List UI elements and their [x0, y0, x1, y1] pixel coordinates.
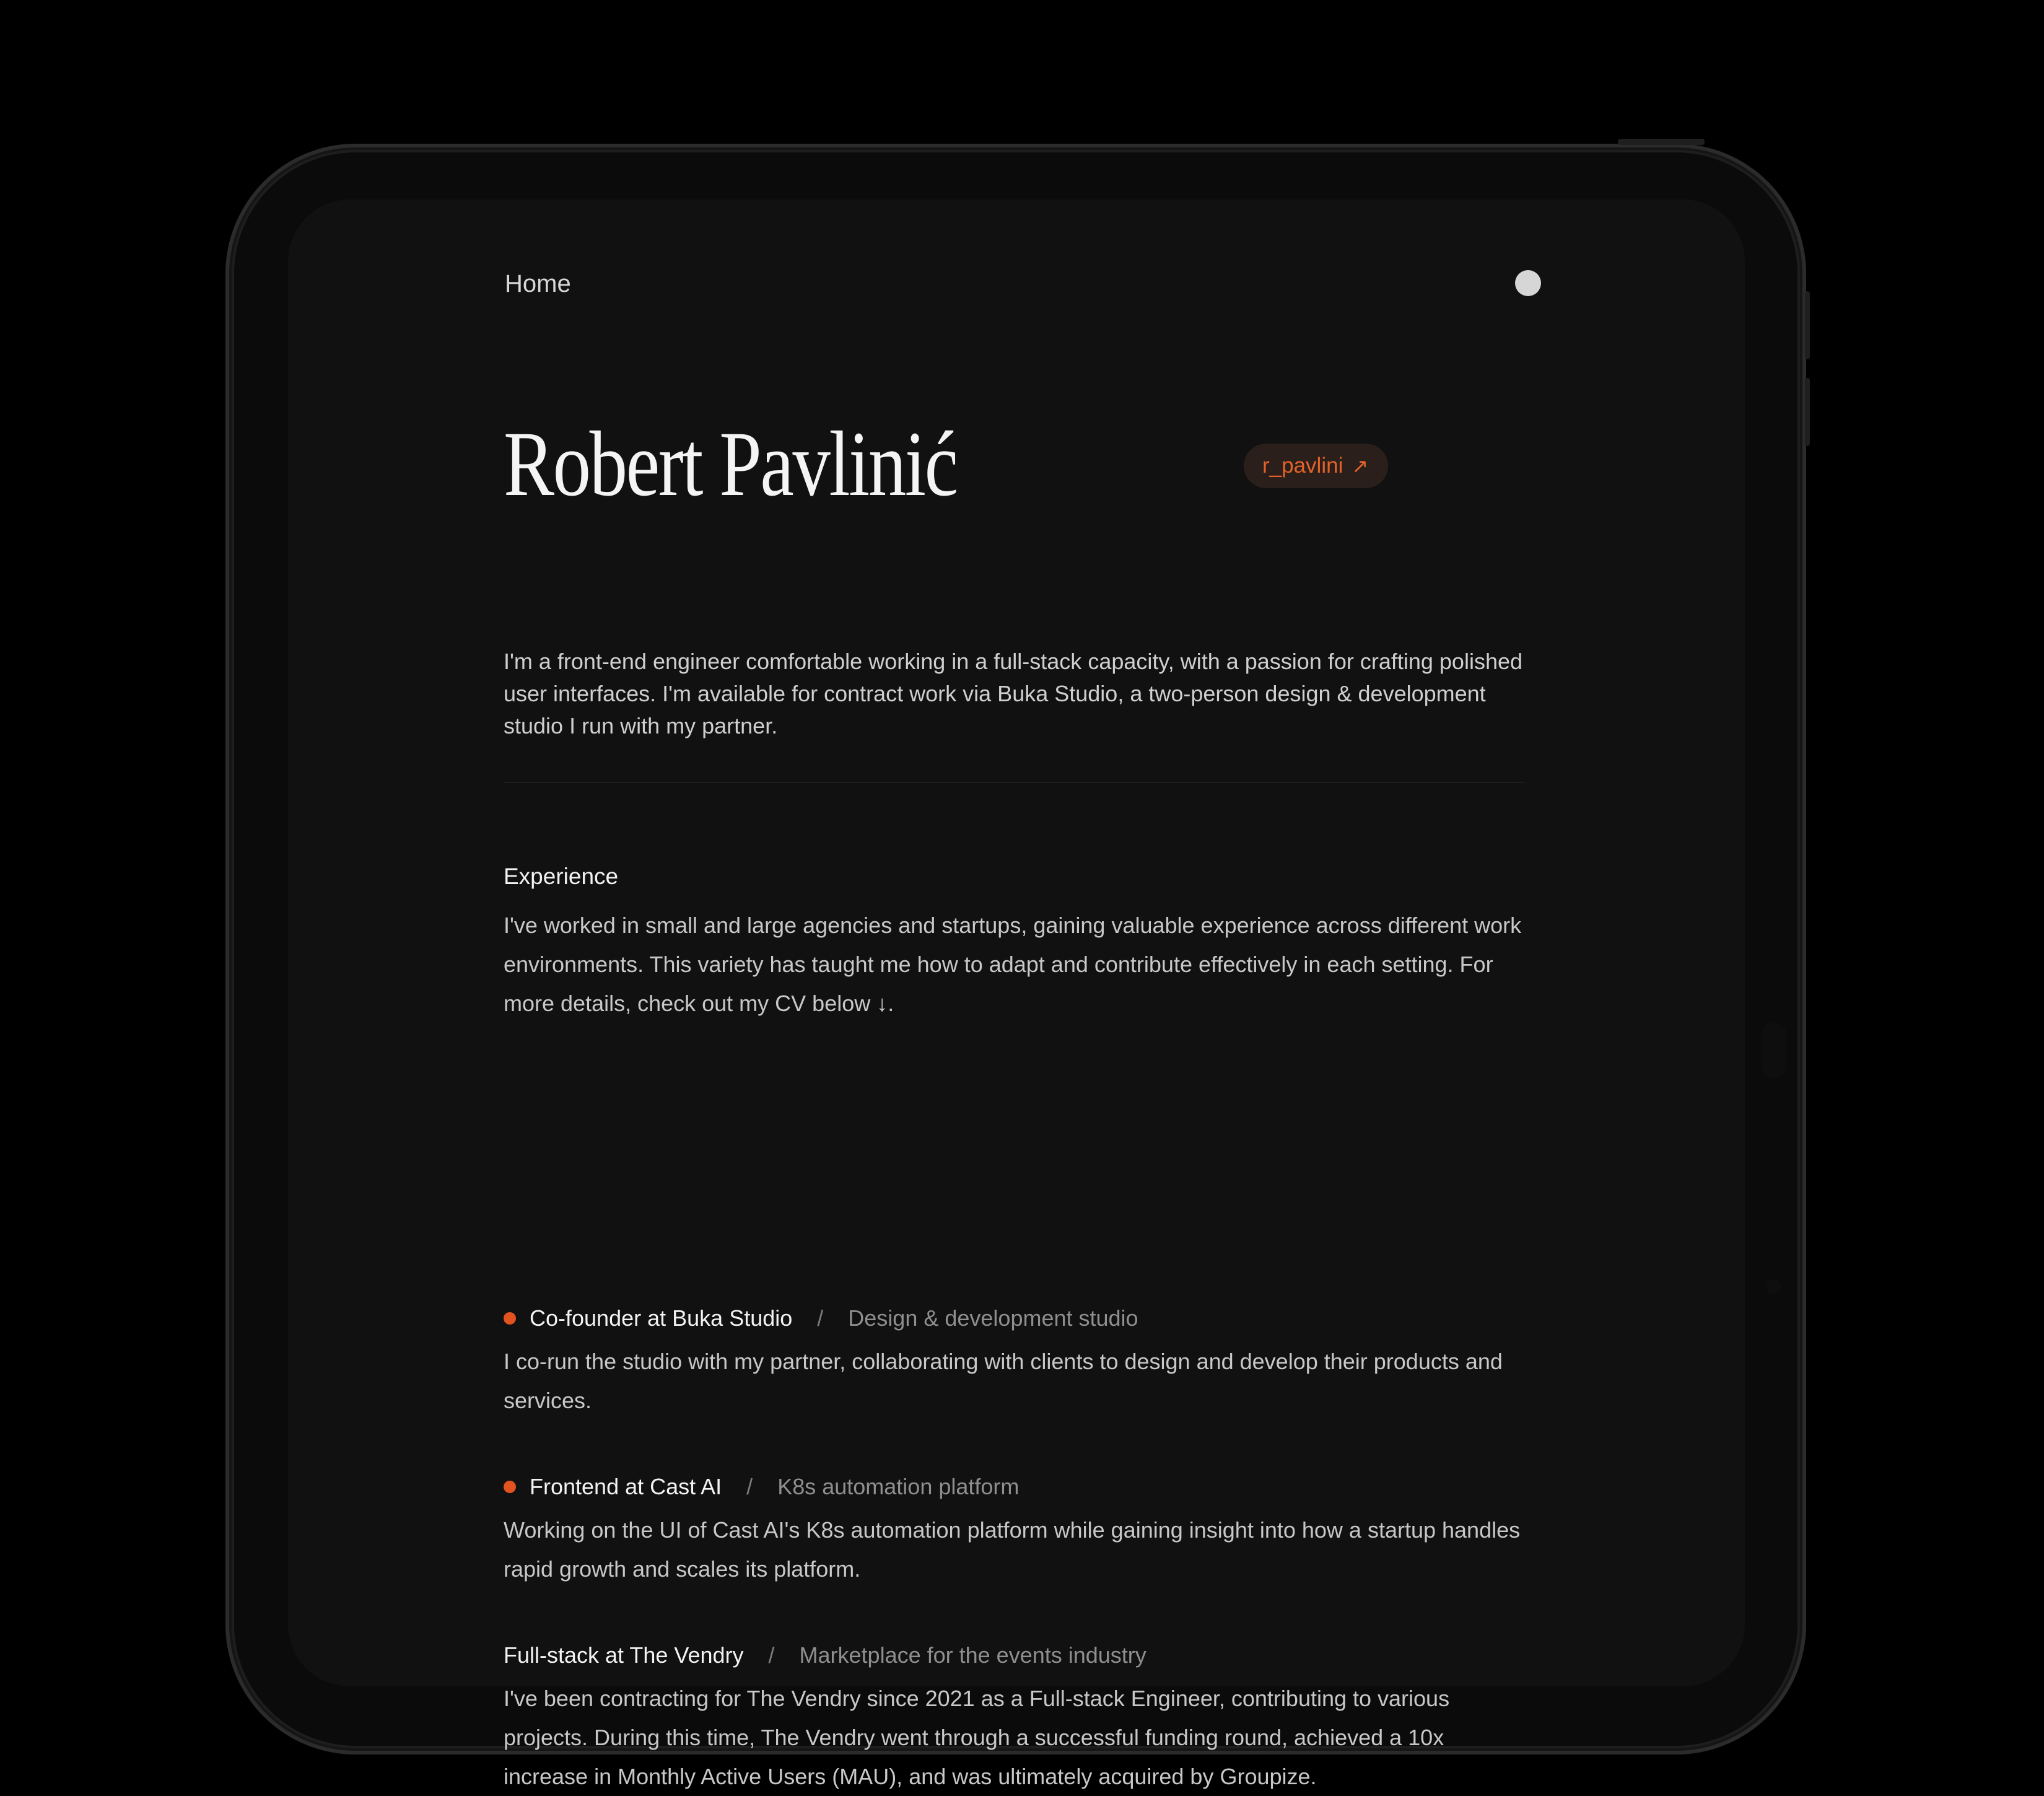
job-description: I co-run the studio with my partner, collaborating with clients to design and develop their products and services. — [504, 1349, 1503, 1413]
job-separator: / — [746, 1474, 753, 1499]
job-separator: / — [768, 1642, 775, 1668]
volume-up-button — [1805, 291, 1810, 359]
handle-label: r_pavlini — [1262, 453, 1343, 478]
page-title: Robert Pavlinić — [504, 413, 957, 515]
side-dot — [1767, 1279, 1781, 1294]
top-nav — [504, 271, 1524, 315]
job-company-description: Marketplace for the events industry — [799, 1642, 1146, 1668]
job-description: Working on the UI of Cast AI's K8s automation platform while gaining insight into how a startup handles rapid growth and scales its platform. — [504, 1517, 1521, 1582]
side-sensor — [1762, 1022, 1786, 1078]
device-screen — [288, 199, 1745, 1789]
intro-paragraph: I'm a front-end engineer comfortable working in a full-stack capacity, with a passion for crafting polished user interfaces. I'm available for contract work via Buka Studio, a two-person design & development studio I run with my partner. — [504, 649, 1523, 738]
experience-item — [504, 1302, 1532, 1420]
volume-down-button — [1805, 378, 1810, 446]
section-divider — [504, 782, 1524, 783]
job-role: Full-stack at The Vendry — [504, 1642, 744, 1668]
current-role-dot-icon — [504, 1312, 516, 1325]
theme-toggle-button[interactable] — [1515, 270, 1541, 296]
experience-heading: Experience — [504, 864, 619, 889]
experience-item-header — [504, 1639, 1532, 1671]
social-handle-link[interactable] — [1244, 444, 1388, 488]
experience-item — [504, 1471, 1532, 1588]
current-role-dot-icon — [504, 1481, 516, 1493]
job-role: Co-founder at Buka Studio — [530, 1305, 793, 1331]
nav-home-link[interactable]: Home — [505, 270, 571, 297]
job-company-description: Design & development studio — [848, 1305, 1138, 1331]
job-role: Frontend at Cast AI — [530, 1474, 722, 1499]
experience-item-header — [504, 1471, 1532, 1503]
job-separator: / — [817, 1305, 824, 1331]
experience-description: I've worked in small and large agencies and startups, gaining valuable experience across different work environments. This variety has taught me how to adapt and contribute effectively in each setting. For more details, check out my CV below ↓. — [504, 913, 1522, 1016]
experience-item-header — [504, 1302, 1532, 1334]
job-description: I've been contracting for The Vendry since 2021 as a Full-stack Engineer, contributing to various projects. During this time, The Vendry went through a successful funding round, achieved a 10x increase in Monthly Active Users (MAU), and was ultimately acquired by Groupize. — [504, 1686, 1450, 1789]
experience-item — [504, 1639, 1532, 1796]
job-company-description: K8s automation platform — [777, 1474, 1020, 1499]
top-button — [1618, 139, 1705, 145]
external-arrow-icon: ↗ — [1352, 455, 1369, 477]
